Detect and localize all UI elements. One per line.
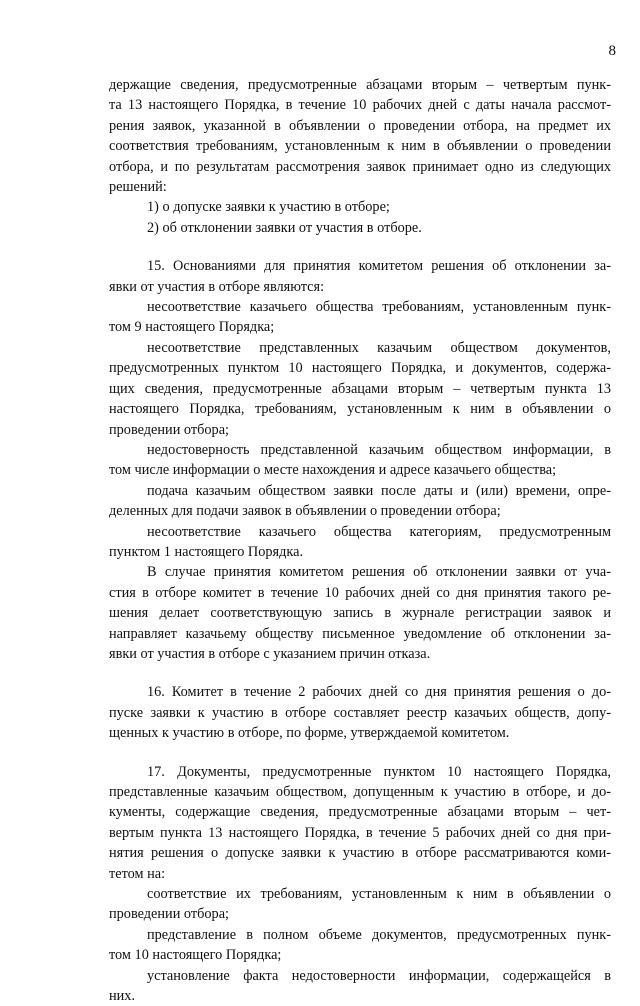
text-line: проведении отбора; <box>109 906 230 923</box>
text-line: пуске заявки к участию в отборе составляет реестр казачьих обществ, допу- <box>109 704 611 721</box>
paragraph-17: 17. Документы, предусмотренные пунктом 10 настоящего Порядка, <box>147 763 611 780</box>
text-line: предусмотренных пунктом 10 настоящего Порядка, и документов, содержа- <box>109 360 611 377</box>
text-line: установление факта недостоверности информации, содержащейся в <box>147 967 611 984</box>
text-line: подача казачьим обществом заявки после даты и (или) времени, опре- <box>147 482 611 499</box>
text-line: том числе информации о месте нахождения и адресе казачьего общества; <box>109 462 557 479</box>
text-line: несоответствие представленных казачьим обществом документов, <box>147 339 611 356</box>
text-line: том 10 настоящего Порядка; <box>109 947 282 964</box>
text-line: пунктом 1 настоящего Порядка. <box>109 543 304 560</box>
text-line: несоответствие казачьего общества категориям, предусмотренным <box>147 523 611 540</box>
text-line: недостоверность представленной казачьим обществом информации, в <box>147 441 611 458</box>
document-body <box>109 75 611 1006</box>
text-line: явки от участия в отборе с указанием причин отказа. <box>109 645 431 662</box>
list-item: 2) об отклонении заявки от участия в отборе. <box>147 219 422 236</box>
text-line: них. <box>109 988 136 1005</box>
text-line: нятия решения о допуске заявки к участию в отборе рассматриваются коми- <box>109 845 611 862</box>
page-number: 8 <box>608 43 616 59</box>
text-line: явки от участия в отборе являются: <box>109 278 325 295</box>
text-line: тетом на: <box>109 865 166 882</box>
text-line: держащие сведения, предусмотренные абзацами вторым – четвертым пунк- <box>109 77 611 93</box>
text-line: представление в полном объеме документов, предусмотренных пунк- <box>147 926 611 943</box>
text-line: соответствие их требованиям, установленным к ним в объявлении о <box>147 886 611 903</box>
text-line: рения заявок, указанной в объявлении о проведении отбора, на предмет их <box>109 117 611 134</box>
text-line: соответствия требованиям, установленным к ним в объявлении о проведении <box>109 138 611 155</box>
text-line: том 9 настоящего Порядка; <box>109 319 275 336</box>
text-line: проведении отбора; <box>109 421 230 438</box>
text-line: направляет казачьему обществу письменное уведомление об отклонении за- <box>109 625 611 642</box>
paragraph-15: 15. Основаниями для принятия комитетом решения об отклонении за- <box>147 258 611 275</box>
text-line: кументы, содержащие сведения, предусмотренные абзацами вторым – чет- <box>109 804 611 821</box>
text-line: несоответствие казачьего общества требованиям, установленным пунк- <box>147 299 611 316</box>
text-line: стия в отборе комитет в течение 10 рабочих дней со дня принятия такого ре- <box>109 584 611 601</box>
text-line: решений: <box>109 179 167 196</box>
text-line: щенных к участию в отборе, по форме, утверждаемой комитетом. <box>109 725 510 742</box>
text-line: настоящего Порядка, требованиям, установленным к ним в объявлении о <box>109 401 611 418</box>
text-line: щих сведения, предусмотренные абзацами вторым – четвертым пункта 13 <box>109 380 611 397</box>
text-line: деленных для подачи заявок в объявлении о проведении отбора; <box>109 503 501 520</box>
paragraph-16: 16. Комитет в течение 2 рабочих дней со дня принятия решения о до- <box>147 684 611 701</box>
text-line: вертым пункта 13 настоящего Порядка, в течение 5 рабочих дней со дня при- <box>109 824 611 841</box>
text-line: отбора, и по результатам рассмотрения заявок принимает одно из следующих <box>109 158 611 175</box>
text-line: шения делает соответствующую запись в журнале регистрации заявок и <box>109 605 611 622</box>
list-item: 1) о допуске заявки к участию в отборе; <box>147 199 390 216</box>
text-line: представленные казачьим обществом, допущенным к участию в отборе, и до- <box>109 784 611 800</box>
text-line: В случае принятия комитетом решения об отклонении заявки от уча- <box>147 564 611 581</box>
text-line: та 13 настоящего Порядка, в течение 10 рабочих дней с даты начала рассмот- <box>109 97 611 114</box>
